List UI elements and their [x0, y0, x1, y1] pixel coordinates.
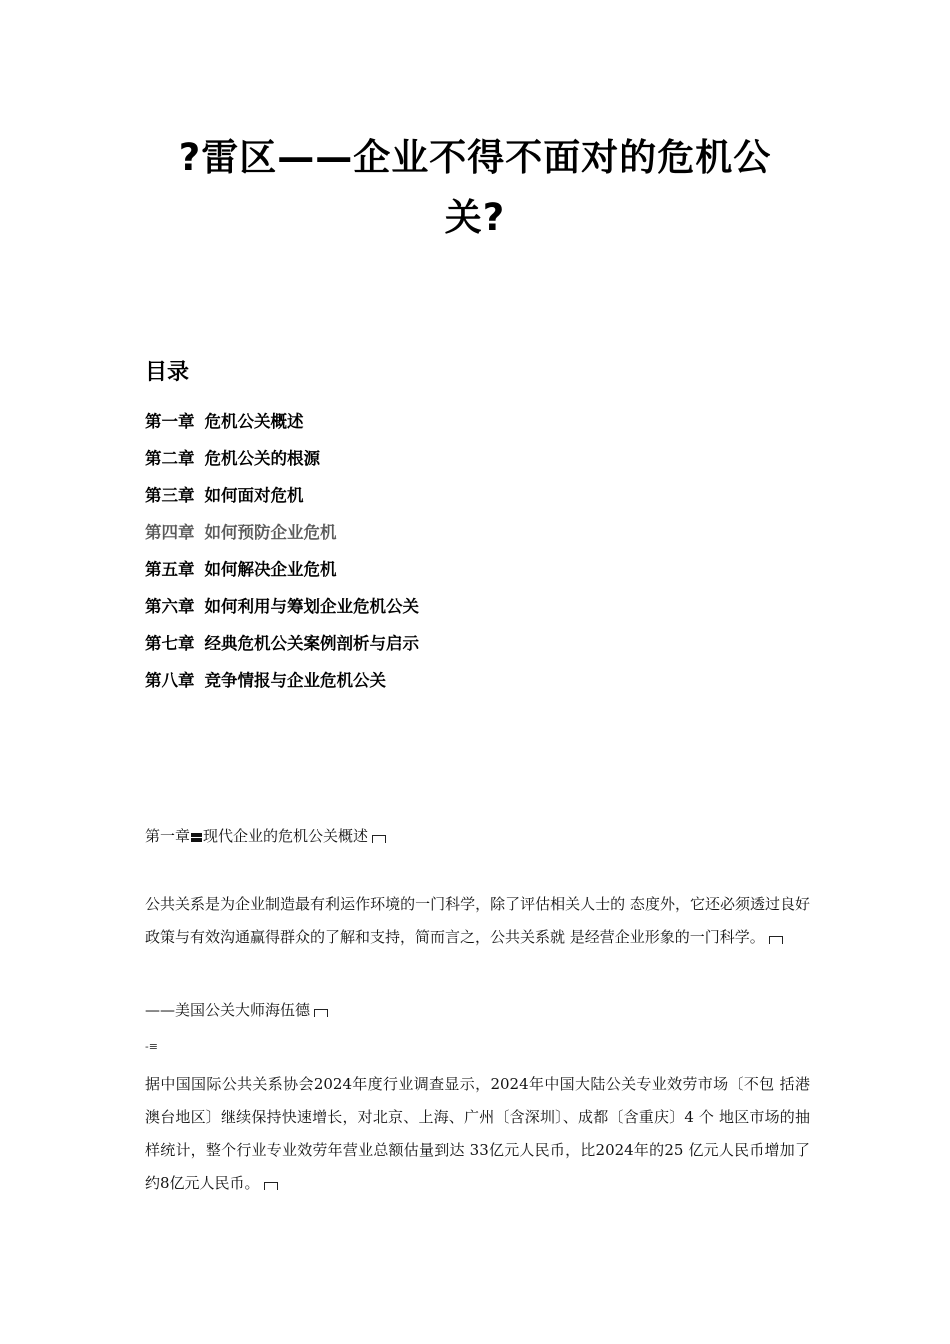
toc-chapter-number: 第三章	[145, 486, 195, 505]
toc-chapter-label: 经典危机公关案例剖析与启示	[204, 634, 419, 653]
section-title: 现代企业的危机公关概述	[203, 827, 369, 845]
toc-heading: 目录	[145, 360, 190, 385]
toc-chapter-label: 如何预防企业危机	[204, 523, 337, 542]
field-marker-icon	[191, 833, 202, 842]
quote-attribution	[145, 997, 328, 1023]
toc-chapter-label: 如何解决企业危机	[204, 560, 337, 579]
toc-item-chapter-8[interactable]	[145, 667, 419, 704]
toc-item-chapter-2[interactable]	[145, 445, 419, 482]
paragraph-mark-icon	[314, 1009, 328, 1017]
toc-chapter-number: 第七章	[145, 634, 195, 653]
toc-chapter-label: 竞争情报与企业危机公关	[204, 671, 386, 690]
section-chapter: 第一章	[145, 827, 191, 845]
body-paragraph	[145, 1068, 810, 1200]
toc-chapter-label: 危机公关概述	[204, 412, 304, 431]
toc-chapter-number: 第一章	[145, 412, 195, 431]
toc-chapter-number: 第二章	[145, 449, 195, 468]
paragraph-mark-icon	[264, 1182, 278, 1190]
toc-item-chapter-6[interactable]	[145, 593, 419, 630]
small-mark: -≡	[145, 1040, 158, 1053]
toc-item-chapter-1[interactable]	[145, 408, 419, 445]
toc-item-chapter-7[interactable]	[145, 630, 419, 667]
toc-chapter-number: 第六章	[145, 597, 195, 616]
quote-text: 公共关系是为企业制造最有利运作环境的一门科学，除了评估相关人士的 态度外，它还必须透过良好政策与有效沟通赢得群众的了解和支持，简而言之，公共关系就 是经营企业形象的一门科学。	[145, 895, 810, 946]
paragraph-mark-icon	[372, 835, 386, 843]
table-of-contents	[145, 408, 419, 704]
toc-item-chapter-5[interactable]	[145, 556, 419, 593]
paragraph-text: 据中国国际公共关系协会2024年度行业调查显示，2024年中国大陆公关专业效劳市场〔不包 括港澳台地区〕继续保持快速增长，对北京、上海、广州〔含深圳〕、成都〔含重庆〕4 个 地区市场的抽样统计，整个行业专业效劳年营业总额估量到达 33亿元人民币，比2024年的25 亿元人民币增加了约8亿元人民币。	[145, 1075, 810, 1192]
toc-chapter-number: 第八章	[145, 671, 195, 690]
paragraph-mark-icon	[769, 936, 783, 944]
toc-chapter-label: 如何利用与筹划企业危机公关	[204, 597, 419, 616]
toc-item-chapter-3[interactable]	[145, 482, 419, 519]
toc-item-chapter-4[interactable]	[145, 519, 419, 556]
title-line-2: 关?	[444, 196, 506, 239]
document-title	[120, 128, 830, 248]
attribution-text: ——美国公关大师海伍德	[145, 1001, 311, 1019]
toc-chapter-label: 如何面对危机	[204, 486, 304, 505]
toc-chapter-label: 危机公关的根源	[204, 449, 320, 468]
title-line-1: ?雷区——企业不得不面对的危机公	[178, 136, 772, 179]
section-heading	[145, 823, 386, 849]
toc-chapter-number: 第五章	[145, 560, 195, 579]
toc-chapter-number: 第四章	[145, 523, 195, 542]
quote-paragraph	[145, 888, 810, 954]
